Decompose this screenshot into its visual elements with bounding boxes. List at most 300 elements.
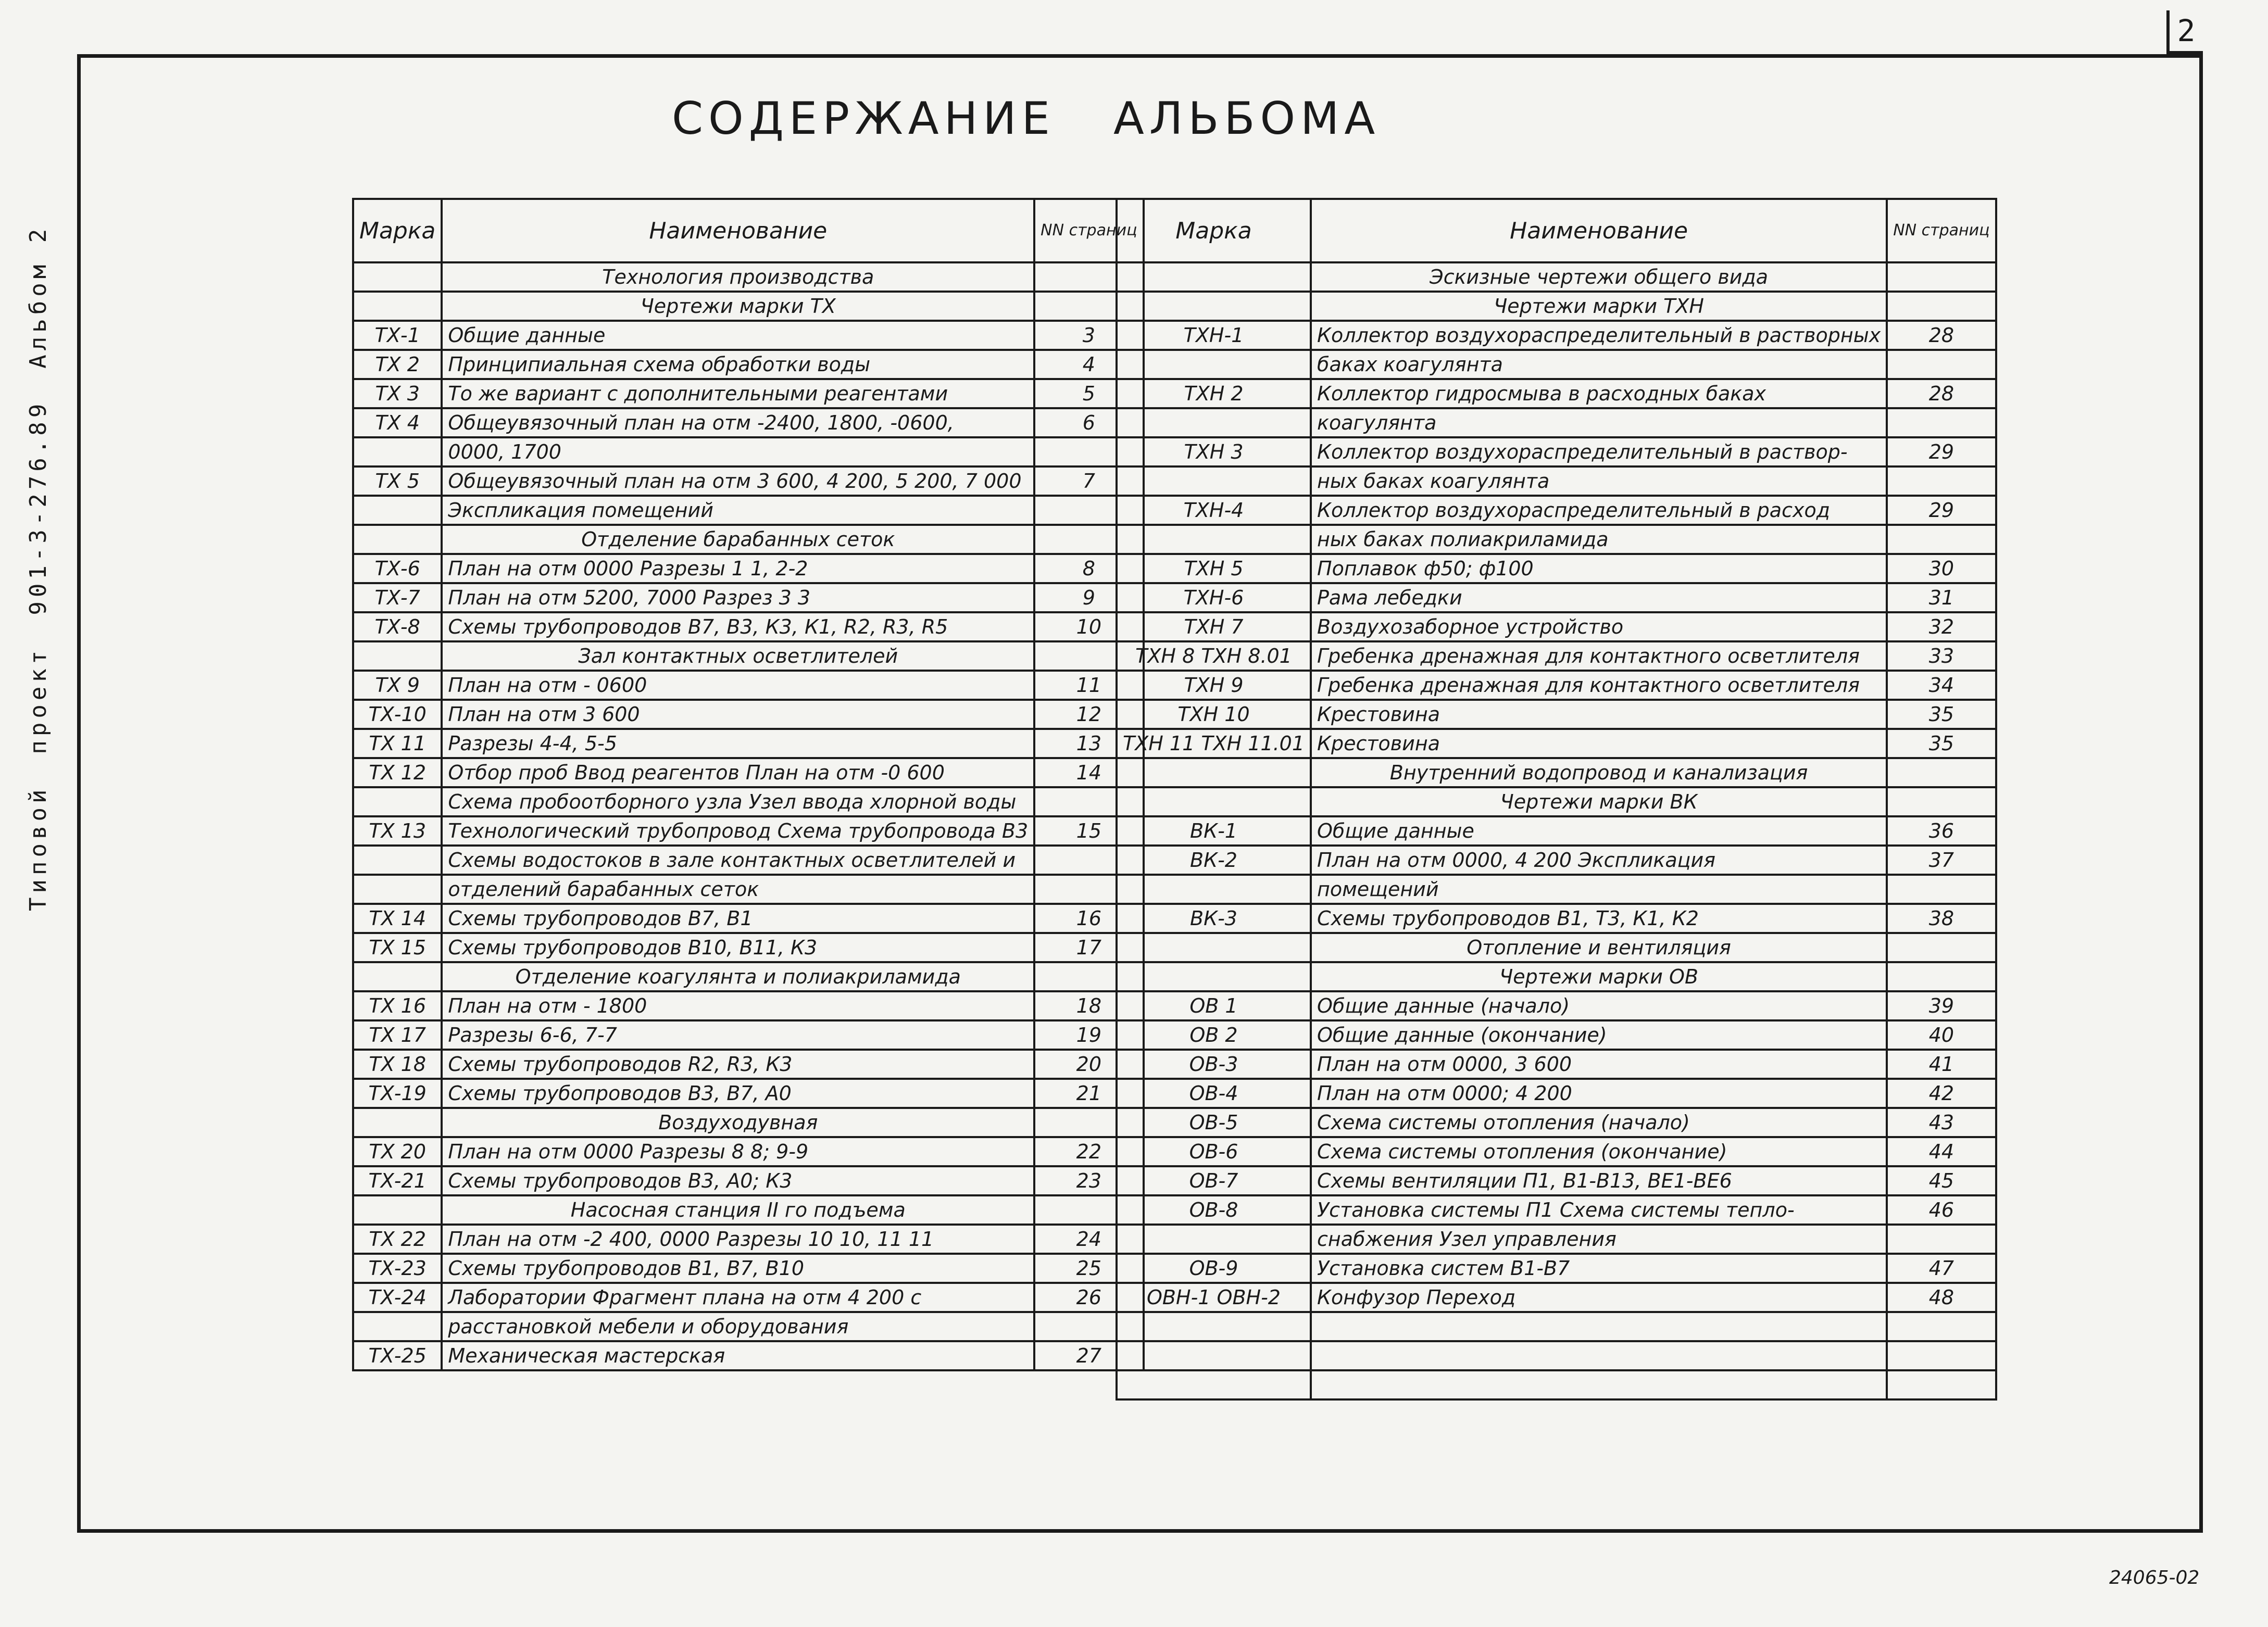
mark-cell: [353, 962, 442, 991]
name-cell: отделений барабанных сеток: [442, 875, 1034, 904]
table-row: [1117, 1137, 1996, 1166]
name-cell: Чертежи марки ОВ: [1311, 962, 1887, 991]
page-cell: [1887, 466, 1996, 496]
table-row: [353, 466, 1144, 496]
page-cell: 7: [1034, 466, 1143, 496]
page-cell: 23: [1034, 1166, 1143, 1195]
name-cell: Установка систем В1-В7: [1311, 1254, 1887, 1283]
table-row: [353, 1312, 1144, 1341]
mark-cell: [353, 525, 442, 554]
page-cell: 15: [1034, 816, 1143, 846]
page-cell: 21: [1034, 1079, 1143, 1108]
name-cell: Общие данные: [1311, 816, 1887, 846]
section-row: [353, 1195, 1144, 1225]
header-name: Наименование: [1311, 199, 1887, 262]
page-cell: 31: [1887, 583, 1996, 612]
mark-cell: ВК-3: [1117, 904, 1311, 933]
page-cell: [1887, 408, 1996, 437]
table-row: [1117, 496, 1996, 525]
table-row: [1117, 875, 1996, 904]
mark-cell: [1117, 466, 1311, 496]
mark-cell: ТХН-4: [1117, 496, 1311, 525]
mark-cell: ТХН-6: [1117, 583, 1311, 612]
name-cell: То же вариант с дополнительными реагентами: [442, 379, 1034, 408]
mark-cell: ОВ-7: [1117, 1166, 1311, 1195]
table-row: [353, 1225, 1144, 1254]
mark-cell: [1117, 262, 1311, 292]
name-cell: Насосная станция II го подъема: [442, 1195, 1034, 1225]
page-number: 2: [2166, 10, 2203, 54]
header-pages: NN страниц: [1887, 199, 1996, 262]
page-cell: 5: [1034, 379, 1143, 408]
side-label-part: проект: [25, 646, 52, 754]
section-row: [353, 262, 1144, 292]
table-row: [1117, 1050, 1996, 1079]
page-cell: [1887, 1225, 1996, 1254]
table-row: [353, 379, 1144, 408]
page-cell: 27: [1034, 1341, 1143, 1370]
table-row: [353, 583, 1144, 612]
page-cell: 20: [1034, 1050, 1143, 1079]
mark-cell: [1117, 1341, 1311, 1370]
name-cell: Крестовина: [1311, 729, 1887, 758]
page-cell: 17: [1034, 933, 1143, 962]
mark-cell: ТХ-19: [353, 1079, 442, 1108]
name-cell: Коллектор воздухораспределительный в растворных: [1311, 321, 1887, 350]
name-cell: Схемы трубопроводов В7, В3, К3, К1, R2, R3, R5: [442, 612, 1034, 641]
page-cell: 44: [1887, 1137, 1996, 1166]
name-cell: Схемы трубопроводов В3, В7, А0: [442, 1079, 1034, 1108]
mark-cell: ТХ 9: [353, 671, 442, 700]
table-row: [1117, 671, 1996, 700]
name-cell: План на отм 0000, 3 600: [1311, 1050, 1887, 1079]
table-row: [1117, 525, 1996, 554]
page-cell: 22: [1034, 1137, 1143, 1166]
mark-cell: ТХ-25: [353, 1341, 442, 1370]
contents-table-right: [1116, 198, 1997, 1401]
table-row: [353, 1341, 1144, 1370]
mark-cell: ТХ-21: [353, 1166, 442, 1195]
mark-cell: ТХ 22: [353, 1225, 442, 1254]
mark-cell: ТХ 3: [353, 379, 442, 408]
mark-cell: [1117, 962, 1311, 991]
mark-cell: [353, 875, 442, 904]
page-cell: 45: [1887, 1166, 1996, 1195]
page-cell: [1887, 350, 1996, 379]
page-cell: 18: [1034, 991, 1143, 1020]
side-label-part: Альбом 2: [25, 224, 52, 369]
page-title: СОДЕРЖАНИЕ АЛЬБОМА: [672, 93, 1381, 145]
page-cell: [1887, 292, 1996, 321]
mark-cell: ОВ-6: [1117, 1137, 1311, 1166]
table-row: [353, 904, 1144, 933]
mark-cell: [1117, 1370, 1311, 1399]
table-row: [353, 408, 1144, 437]
page-cell: 29: [1887, 496, 1996, 525]
page-cell: 11: [1034, 671, 1143, 700]
mark-cell: [1117, 525, 1311, 554]
name-cell: [1311, 1370, 1887, 1399]
table-row: [353, 1020, 1144, 1050]
table-row: [1117, 437, 1996, 466]
page-cell: 35: [1887, 700, 1996, 729]
page-cell: 40: [1887, 1020, 1996, 1050]
table-row: [353, 671, 1144, 700]
name-cell: Гребенка дренажная для контактного осветлителя: [1311, 641, 1887, 671]
mark-cell: ТХ 18: [353, 1050, 442, 1079]
name-cell: [1311, 1312, 1887, 1341]
table-row: [1117, 641, 1996, 671]
table-row: [1117, 729, 1996, 758]
section-row: [353, 525, 1144, 554]
name-cell: Лаборатории Фрагмент плана на отм 4 200 с: [442, 1283, 1034, 1312]
table-row: [1117, 1166, 1996, 1195]
mark-cell: [353, 846, 442, 875]
page-cell: 28: [1887, 379, 1996, 408]
page-cell: [1887, 525, 1996, 554]
page-cell: 32: [1887, 612, 1996, 641]
page-cell: 10: [1034, 612, 1143, 641]
name-cell: 0000, 1700: [442, 437, 1034, 466]
mark-cell: [1117, 408, 1311, 437]
mark-cell: [353, 496, 442, 525]
name-cell: Воздухозаборное устройство: [1311, 612, 1887, 641]
name-cell: Схема системы отопления (начало): [1311, 1108, 1887, 1137]
mark-cell: [1117, 1312, 1311, 1341]
table-row: [1117, 350, 1996, 379]
name-cell: Чертежи марки ТХН: [1311, 292, 1887, 321]
name-cell: Общеувязочный план на отм -2400, 1800, -0600,: [442, 408, 1034, 437]
page-cell: 12: [1034, 700, 1143, 729]
header-mark: Марка: [1117, 199, 1311, 262]
name-cell: Отделение барабанных сеток: [442, 525, 1034, 554]
mark-cell: [353, 1108, 442, 1137]
name-cell: Схемы трубопроводов В7, В1: [442, 904, 1034, 933]
table-row: [353, 1283, 1144, 1312]
table-row: [1117, 1225, 1996, 1254]
mark-cell: ОВ 1: [1117, 991, 1311, 1020]
name-cell: Технология производства: [442, 262, 1034, 292]
mark-cell: ОВ 2: [1117, 1020, 1311, 1050]
name-cell: Экспликация помещений: [442, 496, 1034, 525]
name-cell: План на отм 0000, 4 200 Экспликация: [1311, 846, 1887, 875]
mark-cell: ТХ-23: [353, 1254, 442, 1283]
name-cell: Внутренний водопровод и канализация: [1311, 758, 1887, 787]
name-cell: Коллектор воздухораспределительный в расход: [1311, 496, 1887, 525]
table-row: [353, 554, 1144, 583]
mark-cell: [353, 262, 442, 292]
name-cell: Общие данные (окончание): [1311, 1020, 1887, 1050]
mark-cell: [1117, 933, 1311, 962]
name-cell: Разрезы 6-6, 7-7: [442, 1020, 1034, 1050]
name-cell: Поплавок ф50; ф100: [1311, 554, 1887, 583]
mark-cell: ВК-2: [1117, 846, 1311, 875]
table-row: [1117, 1312, 1996, 1341]
name-cell: Схема системы отопления (окончание): [1311, 1137, 1887, 1166]
name-cell: Конфузор Переход: [1311, 1283, 1887, 1312]
name-cell: План на отм 0000 Разрезы 8 8; 9-9: [442, 1137, 1034, 1166]
name-cell: Коллектор гидросмыва в расходных баках: [1311, 379, 1887, 408]
page-cell: 30: [1887, 554, 1996, 583]
mark-cell: [353, 641, 442, 671]
side-label-part: Типовой: [25, 785, 52, 911]
mark-cell: [353, 787, 442, 816]
mark-cell: [353, 292, 442, 321]
table-row: [353, 700, 1144, 729]
page-cell: 4: [1034, 350, 1143, 379]
section-row: [1117, 962, 1996, 991]
mark-cell: [1117, 1225, 1311, 1254]
name-cell: Зал контактных осветлителей: [442, 641, 1034, 671]
mark-cell: ТХ 15: [353, 933, 442, 962]
page-cell: [1887, 933, 1996, 962]
table-row: [1117, 554, 1996, 583]
mark-cell: ТХ-24: [353, 1283, 442, 1312]
page-cell: [1887, 875, 1996, 904]
page-cell: [1887, 787, 1996, 816]
table-row: [1117, 408, 1996, 437]
side-label: [25, 225, 52, 911]
name-cell: Схемы трубопроводов В10, В11, К3: [442, 933, 1034, 962]
mark-cell: ТХН-1: [1117, 321, 1311, 350]
table-row: [353, 612, 1144, 641]
name-cell: ных баках коагулянта: [1311, 466, 1887, 496]
mark-cell: [1117, 787, 1311, 816]
name-cell: Схемы вентиляции П1, В1-В13, ВЕ1-ВЕ6: [1311, 1166, 1887, 1195]
page-cell: 47: [1887, 1254, 1996, 1283]
page-cell: 39: [1887, 991, 1996, 1020]
mark-cell: ТХН 7: [1117, 612, 1311, 641]
mark-cell: [353, 437, 442, 466]
table-row: [1117, 321, 1996, 350]
page-cell: 48: [1887, 1283, 1996, 1312]
page-cell: [1887, 262, 1996, 292]
section-row: [353, 1108, 1144, 1137]
page-cell: 34: [1887, 671, 1996, 700]
table-row: [1117, 1195, 1996, 1225]
page-cell: 24: [1034, 1225, 1143, 1254]
table-row: [353, 1254, 1144, 1283]
stamp-code: 24065-02: [2109, 1567, 2200, 1588]
table-row: [353, 758, 1144, 787]
page-cell: 33: [1887, 641, 1996, 671]
name-cell: План на отм - 0600: [442, 671, 1034, 700]
page-cell: 13: [1034, 729, 1143, 758]
table-row: [353, 816, 1144, 846]
table-row: [1117, 466, 1996, 496]
mark-cell: ТХН 2: [1117, 379, 1311, 408]
mark-cell: [1117, 758, 1311, 787]
table-row: [1117, 583, 1996, 612]
mark-cell: ТХН 9: [1117, 671, 1311, 700]
mark-cell: [1117, 292, 1311, 321]
name-cell: расстановкой мебели и оборудования: [442, 1312, 1034, 1341]
page-cell: 3: [1034, 321, 1143, 350]
table-row: [353, 787, 1144, 816]
mark-cell: [1117, 875, 1311, 904]
name-cell: Установка системы П1 Схема системы тепло-: [1311, 1195, 1887, 1225]
page-cell: 6: [1034, 408, 1143, 437]
mark-cell: [353, 1312, 442, 1341]
side-label-part: 901-3-276.89: [25, 399, 52, 615]
name-cell: Отбор проб Ввод реагентов План на отм -0 600: [442, 758, 1034, 787]
mark-cell: ОВН-1 ОВН-2: [1117, 1283, 1311, 1312]
name-cell: [1311, 1341, 1887, 1370]
name-cell: Схема пробоотборного узла Узел ввода хлорной воды: [442, 787, 1034, 816]
table-row: [1117, 379, 1996, 408]
table-row: [1117, 1370, 1996, 1399]
table-row: [1117, 612, 1996, 641]
name-cell: баках коагулянта: [1311, 350, 1887, 379]
name-cell: План на отм 0000 Разрезы 1 1, 2-2: [442, 554, 1034, 583]
table-row: [1117, 1108, 1996, 1137]
header-pages: NN страниц: [1034, 199, 1143, 262]
section-row: [353, 641, 1144, 671]
table-row: [353, 437, 1144, 466]
name-cell: План на отм 3 600: [442, 700, 1034, 729]
table-row: [353, 1137, 1144, 1166]
page-cell: 8: [1034, 554, 1143, 583]
table-row: [1117, 1283, 1996, 1312]
mark-cell: ТХ-6: [353, 554, 442, 583]
mark-cell: ТХН 11 ТХН 11.01: [1117, 729, 1311, 758]
page-cell: 14: [1034, 758, 1143, 787]
mark-cell: ТХ 14: [353, 904, 442, 933]
name-cell: Схемы трубопроводов В3, А0; К3: [442, 1166, 1034, 1195]
mark-cell: ТХ 4: [353, 408, 442, 437]
table-row: [353, 1050, 1144, 1079]
section-row: [353, 292, 1144, 321]
table-row: [1117, 991, 1996, 1020]
mark-cell: ТХН 3: [1117, 437, 1311, 466]
table-row: [1117, 816, 1996, 846]
mark-cell: [353, 1195, 442, 1225]
mark-cell: ТХ 5: [353, 466, 442, 496]
mark-cell: ТХ-10: [353, 700, 442, 729]
table-row: [1117, 904, 1996, 933]
page-cell: 36: [1887, 816, 1996, 846]
page-cell: 42: [1887, 1079, 1996, 1108]
contents-table-left: [352, 198, 1145, 1371]
page-cell: 16: [1034, 904, 1143, 933]
section-row: [1117, 262, 1996, 292]
table-row: [353, 729, 1144, 758]
table-row: [353, 1166, 1144, 1195]
name-cell: Чертежи марки ТХ: [442, 292, 1034, 321]
mark-cell: ТХ-1: [353, 321, 442, 350]
mark-cell: ОВ-5: [1117, 1108, 1311, 1137]
section-row: [1117, 758, 1996, 787]
mark-cell: ТХН 10: [1117, 700, 1311, 729]
page-cell: 37: [1887, 846, 1996, 875]
page-cell: [1887, 1341, 1996, 1370]
page-cell: 9: [1034, 583, 1143, 612]
table-row: [1117, 1079, 1996, 1108]
mark-cell: ТХН 5: [1117, 554, 1311, 583]
table-row: [353, 846, 1144, 875]
name-cell: План на отм 0000; 4 200: [1311, 1079, 1887, 1108]
mark-cell: ТХ 12: [353, 758, 442, 787]
mark-cell: ТХ-8: [353, 612, 442, 641]
table-row: [353, 1079, 1144, 1108]
page-cell: 26: [1034, 1283, 1143, 1312]
name-cell: Коллектор воздухораспределительный в раствор-: [1311, 437, 1887, 466]
mark-cell: ТХ 16: [353, 991, 442, 1020]
name-cell: Крестовина: [1311, 700, 1887, 729]
name-cell: План на отм -2 400, 0000 Разрезы 10 10, 11 11: [442, 1225, 1034, 1254]
mark-cell: ТХ 13: [353, 816, 442, 846]
mark-cell: ТХ 11: [353, 729, 442, 758]
name-cell: помещений: [1311, 875, 1887, 904]
name-cell: коагулянта: [1311, 408, 1887, 437]
name-cell: Эскизные чертежи общего вида: [1311, 262, 1887, 292]
page-cell: [1887, 1370, 1996, 1399]
table-row: [1117, 1254, 1996, 1283]
page-cell: 28: [1887, 321, 1996, 350]
mark-cell: ТХН 8 ТХН 8.01: [1117, 641, 1311, 671]
name-cell: Схемы трубопроводов В1, Т3, К1, К2: [1311, 904, 1887, 933]
table-row: [1117, 700, 1996, 729]
name-cell: ных баках полиакриламида: [1311, 525, 1887, 554]
name-cell: Чертежи марки ВК: [1311, 787, 1887, 816]
section-row: [1117, 787, 1996, 816]
name-cell: Отопление и вентиляция: [1311, 933, 1887, 962]
mark-cell: ОВ-8: [1117, 1195, 1311, 1225]
name-cell: Схемы трубопроводов R2, R3, К3: [442, 1050, 1034, 1079]
name-cell: Механическая мастерская: [442, 1341, 1034, 1370]
name-cell: Схемы водостоков в зале контактных осветлителей и: [442, 846, 1034, 875]
table-row: [1117, 1341, 1996, 1370]
name-cell: Отделение коагулянта и полиакриламида: [442, 962, 1034, 991]
page-cell: 35: [1887, 729, 1996, 758]
page-cell: 41: [1887, 1050, 1996, 1079]
name-cell: Разрезы 4-4, 5-5: [442, 729, 1034, 758]
mark-cell: ОВ-9: [1117, 1254, 1311, 1283]
mark-cell: ТХ-7: [353, 583, 442, 612]
table-row: [353, 991, 1144, 1020]
section-row: [353, 962, 1144, 991]
page-cell: [1887, 1312, 1996, 1341]
page-cell: 25: [1034, 1254, 1143, 1283]
name-cell: Принципиальная схема обработки воды: [442, 350, 1034, 379]
mark-cell: [1117, 350, 1311, 379]
page-cell: [1887, 758, 1996, 787]
name-cell: снабжения Узел управления: [1311, 1225, 1887, 1254]
mark-cell: ТХ 20: [353, 1137, 442, 1166]
section-row: [1117, 292, 1996, 321]
name-cell: Технологический трубопровод Схема трубопровода В3: [442, 816, 1034, 846]
page-cell: 43: [1887, 1108, 1996, 1137]
table-row: [353, 350, 1144, 379]
table-row: [353, 321, 1144, 350]
page-cell: 46: [1887, 1195, 1996, 1225]
page-cell: [1887, 962, 1996, 991]
header-mark: Марка: [353, 199, 442, 262]
page-cell: 29: [1887, 437, 1996, 466]
table-row: [353, 933, 1144, 962]
section-row: [1117, 933, 1996, 962]
page-cell: 19: [1034, 1020, 1143, 1050]
mark-cell: ТХ 2: [353, 350, 442, 379]
mark-cell: ТХ 17: [353, 1020, 442, 1050]
table-row: [1117, 846, 1996, 875]
name-cell: План на отм - 1800: [442, 991, 1034, 1020]
name-cell: Общие данные (начало): [1311, 991, 1887, 1020]
table-row: [1117, 1020, 1996, 1050]
header-name: Наименование: [442, 199, 1034, 262]
name-cell: Гребенка дренажная для контактного осветлителя: [1311, 671, 1887, 700]
mark-cell: ВК-1: [1117, 816, 1311, 846]
